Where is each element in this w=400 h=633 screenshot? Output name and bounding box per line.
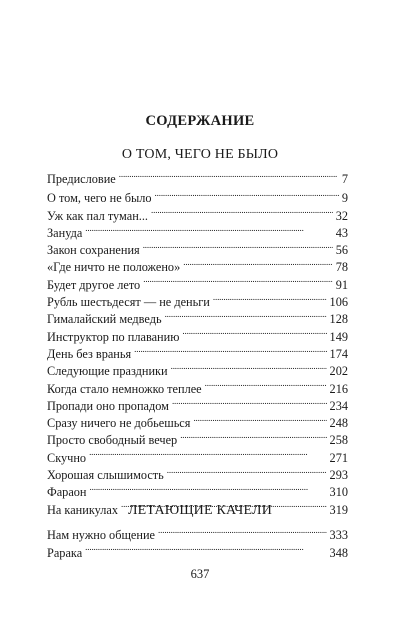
toc-entry-page: 78 — [335, 260, 348, 275]
toc-entry-title: Предисловие — [47, 172, 116, 187]
leader-dots — [172, 393, 327, 410]
toc-entry-title: Сразу ничего не добьешься — [47, 416, 191, 431]
toc-entry-page: 234 — [329, 398, 348, 413]
toc-entry-page: 91 — [335, 277, 348, 292]
toc-entry-title: На каникулах — [47, 502, 118, 517]
leader-dots — [155, 185, 339, 202]
leader-dots — [193, 410, 326, 427]
toc-entry — [47, 220, 348, 240]
toc-entry-title: О том, чего не было — [47, 191, 152, 206]
toc-entry-page: 106 — [329, 295, 348, 310]
toc-entry-title: Закон сохранения — [47, 243, 140, 258]
toc-entry-page: 333 — [329, 528, 348, 543]
toc-entry — [47, 479, 348, 500]
toc-entry-page: 319 — [329, 502, 348, 517]
toc-section-2-list — [47, 522, 348, 560]
toc-entry-page: 174 — [329, 346, 348, 361]
leader-dots — [85, 539, 326, 556]
toc-entry-title: Фараон — [47, 485, 87, 500]
toc-entry-title: Скучно — [47, 450, 87, 465]
toc-entry — [47, 185, 348, 206]
toc-entry — [47, 444, 348, 465]
section-title-2: ЛЕТАЮЩИЕ КАЧЕЛИ — [127, 503, 273, 518]
toc-entry-page: 248 — [329, 416, 348, 431]
toc-entry — [47, 166, 348, 187]
page-title: СОДЕРЖАНИЕ — [145, 113, 255, 129]
toc-entry-page: 271 — [329, 450, 348, 465]
leader-dots — [134, 341, 326, 358]
toc-entry-page: 7 — [341, 172, 348, 187]
leader-dots — [85, 220, 332, 237]
toc-entry-page: 216 — [329, 381, 348, 396]
leader-dots — [165, 306, 327, 323]
toc-entry — [47, 237, 348, 258]
toc-section-1-list — [47, 185, 348, 517]
leader-dots — [183, 254, 332, 271]
leader-dots — [119, 166, 339, 183]
toc-entry-page: 348 — [329, 545, 348, 560]
toc-entry-title: Следующие праздники — [47, 364, 168, 379]
leader-dots — [151, 202, 333, 219]
toc-entry-title: «Где ничто не положено» — [47, 260, 181, 275]
leader-dots — [90, 479, 327, 496]
toc-entry-page: 9 — [341, 191, 348, 206]
toc-entry-page: 258 — [329, 433, 348, 448]
toc-entry-title: Когда стало немножко теплее — [47, 381, 202, 396]
toc-entry-title: Будет другое лето — [47, 277, 141, 292]
toc-entry-title: Гималайский медведь — [47, 312, 162, 327]
toc-entry-title: Нам нужно общение — [47, 528, 156, 543]
toc-entry-page: 202 — [329, 364, 348, 379]
toc-entry-title: Зануда — [47, 225, 83, 240]
toc-entry-title: Просто свободный вечер — [47, 433, 178, 448]
toc-entry-title: Рубль шестьдесят — не деньги — [47, 295, 210, 310]
toc-entry — [47, 539, 348, 560]
leader-dots — [89, 444, 326, 461]
leader-dots — [171, 358, 327, 375]
leader-dots — [158, 522, 327, 539]
toc-entry-title: Рарака — [47, 545, 83, 560]
toc-entry-page: 149 — [329, 329, 348, 344]
toc-entry-page: 293 — [329, 468, 348, 483]
toc-entry-title: Инструктор по плаванию — [47, 329, 180, 344]
toc-preface — [47, 166, 348, 187]
toc-entry — [47, 462, 348, 483]
leader-dots — [182, 323, 326, 340]
toc-entry-page: 43 — [335, 225, 348, 240]
leader-dots — [167, 462, 327, 479]
leader-dots — [180, 427, 326, 444]
toc-entry — [47, 522, 348, 543]
section-title-1: О ТОМ, ЧЕГО НЕ БЫЛО — [121, 147, 279, 162]
toc-entry-title: День без вранья — [47, 346, 132, 361]
toc-entry-title: Хорошая слышимость — [47, 468, 164, 483]
leader-dots — [213, 289, 327, 306]
page-number: 637 — [190, 567, 210, 581]
toc-entry-title: Пропади оно пропадом — [47, 398, 169, 413]
leader-dots — [143, 271, 332, 288]
toc-entry-page: 56 — [335, 243, 348, 258]
leader-dots — [205, 375, 327, 392]
toc-entry-page: 32 — [335, 208, 348, 223]
leader-dots — [143, 237, 333, 254]
toc-entry-title: Уж как пал туман... — [47, 208, 149, 223]
toc-entry-page: 128 — [329, 312, 348, 327]
toc-entry-page: 310 — [329, 485, 348, 500]
